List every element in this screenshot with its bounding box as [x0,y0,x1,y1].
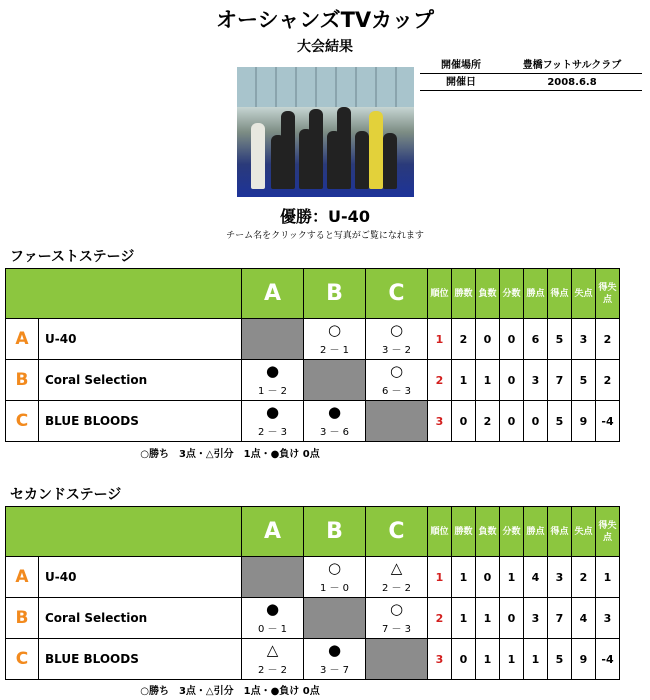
self-match-cell [242,557,304,598]
self-match-cell [304,360,366,401]
second-stage-legend: ○勝ち 3点・△引分 1点・●負け 0点 [140,686,320,697]
header-stat: 負数 [476,507,500,557]
match-result-cell [242,401,304,442]
header-stat: 勝数 [452,269,476,319]
header-stat: 順位 [428,507,452,557]
stat-value: 9 [572,639,596,680]
table-row [6,557,620,598]
stat-value: 3 [524,598,548,639]
team-letter: A [6,319,39,360]
stat-value: 0 [476,319,500,360]
stat-value: 5 [548,401,572,442]
date-label: 開催日 [446,77,476,88]
match-score: 6 － 3 [381,386,412,397]
self-match-cell [304,598,366,639]
stat-value: 0 [500,319,524,360]
stat-value: 1 [596,557,620,598]
result-mark: ○ [389,362,404,380]
stat-value: 0 [500,360,524,401]
stat-value: 1 [452,360,476,401]
match-result-cell [304,639,366,680]
stat-value: 2 [428,360,452,401]
team-name-link[interactable]: BLUE BLOODS [39,639,242,680]
team-name-link[interactable]: BLUE BLOODS [39,401,242,442]
match-score: 1 － 0 [319,583,350,594]
stat-value: 9 [572,401,596,442]
stat-value: 1 [428,557,452,598]
team-letter: A [6,557,39,598]
stat-value: 0 [500,598,524,639]
header-blank [6,507,242,557]
first-stage-table [5,268,620,442]
header-stat: 勝点 [524,507,548,557]
match-result-cell [366,319,428,360]
stat-value: 1 [500,639,524,680]
stat-value: 2 [596,319,620,360]
stat-value: 0 [452,639,476,680]
result-mark: ● [265,362,280,380]
header-stat: 失点 [572,269,596,319]
header-stat: 得失点 [596,507,620,557]
match-score: 2 － 3 [257,427,288,438]
match-result-cell [304,319,366,360]
second-stage-title: セカンドステージ [10,487,122,503]
match-score: 2 － 2 [257,665,288,676]
table-row [6,319,620,360]
header-stat: 失点 [572,507,596,557]
page-subtitle: 大会結果 [297,39,353,55]
table-row [6,598,620,639]
match-score: 3 － 2 [381,345,412,356]
result-mark: ● [327,403,342,421]
header-opponent: C [366,507,428,557]
header-stat: 勝点 [524,269,548,319]
stat-value: 1 [452,598,476,639]
stat-value: -4 [596,401,620,442]
venue-label: 開催場所 [441,60,481,71]
stat-value: 5 [548,319,572,360]
header-stat: 分数 [500,507,524,557]
page-title: オーシャンズTVカップ [216,8,434,32]
team-photo [237,67,414,197]
stat-value: 4 [572,598,596,639]
venue-value: 豊橋フットサルクラブ [522,60,622,71]
table-row [6,401,620,442]
stat-value: 1 [452,557,476,598]
stat-value: 0 [452,401,476,442]
match-result-cell [304,557,366,598]
match-result-cell [366,557,428,598]
result-mark: △ [266,641,279,659]
match-score: 1 － 2 [257,386,288,397]
stat-value: 7 [548,598,572,639]
match-result-cell [366,598,428,639]
match-score: 2 － 1 [319,345,350,356]
stat-value: 2 [476,401,500,442]
result-mark: ● [265,600,280,618]
stat-value: 0 [500,401,524,442]
header-stat: 得点 [548,507,572,557]
stat-value: 1 [476,639,500,680]
match-result-cell [242,360,304,401]
table-header [6,269,620,319]
table-header [6,507,620,557]
date-row [420,75,642,91]
match-result-cell [366,360,428,401]
header-stat: 負数 [476,269,500,319]
result-mark: ○ [389,600,404,618]
winner-heading: 優勝：U-40 [280,207,370,226]
team-name-link[interactable]: U-40 [39,319,242,360]
first-stage-legend: ○勝ち 3点・△引分 1点・●負け 0点 [140,449,320,460]
stat-value: 3 [548,557,572,598]
match-result-cell [242,639,304,680]
stat-value: -4 [596,639,620,680]
stat-value: 0 [524,401,548,442]
match-result-cell [304,401,366,442]
stat-value: 2 [452,319,476,360]
venue-row [420,58,642,74]
match-score: 2 － 2 [381,583,412,594]
first-stage-title: ファーストステージ [10,249,135,265]
stat-value: 3 [428,401,452,442]
match-score: 0 － 1 [257,624,288,635]
match-result-cell [242,598,304,639]
header-opponent: B [304,269,366,319]
self-match-cell [366,401,428,442]
stat-value: 0 [476,557,500,598]
header-opponent: B [304,507,366,557]
team-letter: C [6,639,39,680]
stat-value: 7 [548,360,572,401]
result-mark: ○ [327,559,342,577]
header-opponent: A [242,269,304,319]
header-blank [6,269,242,319]
stat-value: 1 [428,319,452,360]
date-value: 2008.6.8 [547,77,597,88]
stat-value: 4 [524,557,548,598]
result-mark: ● [265,403,280,421]
team-letter: C [6,401,39,442]
result-mark: △ [390,559,403,577]
stat-value: 3 [524,360,548,401]
table-row [6,639,620,680]
match-score: 3 － 7 [319,665,350,676]
stat-value: 1 [500,557,524,598]
stat-value: 6 [524,319,548,360]
stat-value: 1 [524,639,548,680]
team-name-link[interactable]: Coral Selection [39,360,242,401]
header-opponent: A [242,507,304,557]
result-mark: ○ [327,321,342,339]
team-letter: B [6,598,39,639]
second-stage-table [5,506,620,680]
stat-value: 5 [548,639,572,680]
header-opponent: C [366,269,428,319]
result-mark: ○ [389,321,404,339]
self-match-cell [242,319,304,360]
stat-value: 2 [428,598,452,639]
self-match-cell [366,639,428,680]
stat-value: 3 [596,598,620,639]
result-mark: ● [327,641,342,659]
stat-value: 2 [572,557,596,598]
stat-value: 1 [476,360,500,401]
stat-value: 1 [476,598,500,639]
header-stat: 得失点 [596,269,620,319]
match-score: 7 － 3 [381,624,412,635]
photo-note: チーム名をクリックすると写真がご覧になれます [226,231,424,241]
stat-value: 2 [596,360,620,401]
team-letter: B [6,360,39,401]
header-stat: 分数 [500,269,524,319]
match-score: 3 － 6 [319,427,350,438]
stat-value: 3 [572,319,596,360]
stat-value: 3 [428,639,452,680]
header-stat: 順位 [428,269,452,319]
table-row [6,360,620,401]
header-stat: 得点 [548,269,572,319]
header-stat: 勝数 [452,507,476,557]
team-name-link[interactable]: U-40 [39,557,242,598]
stat-value: 5 [572,360,596,401]
team-name-link[interactable]: Coral Selection [39,598,242,639]
